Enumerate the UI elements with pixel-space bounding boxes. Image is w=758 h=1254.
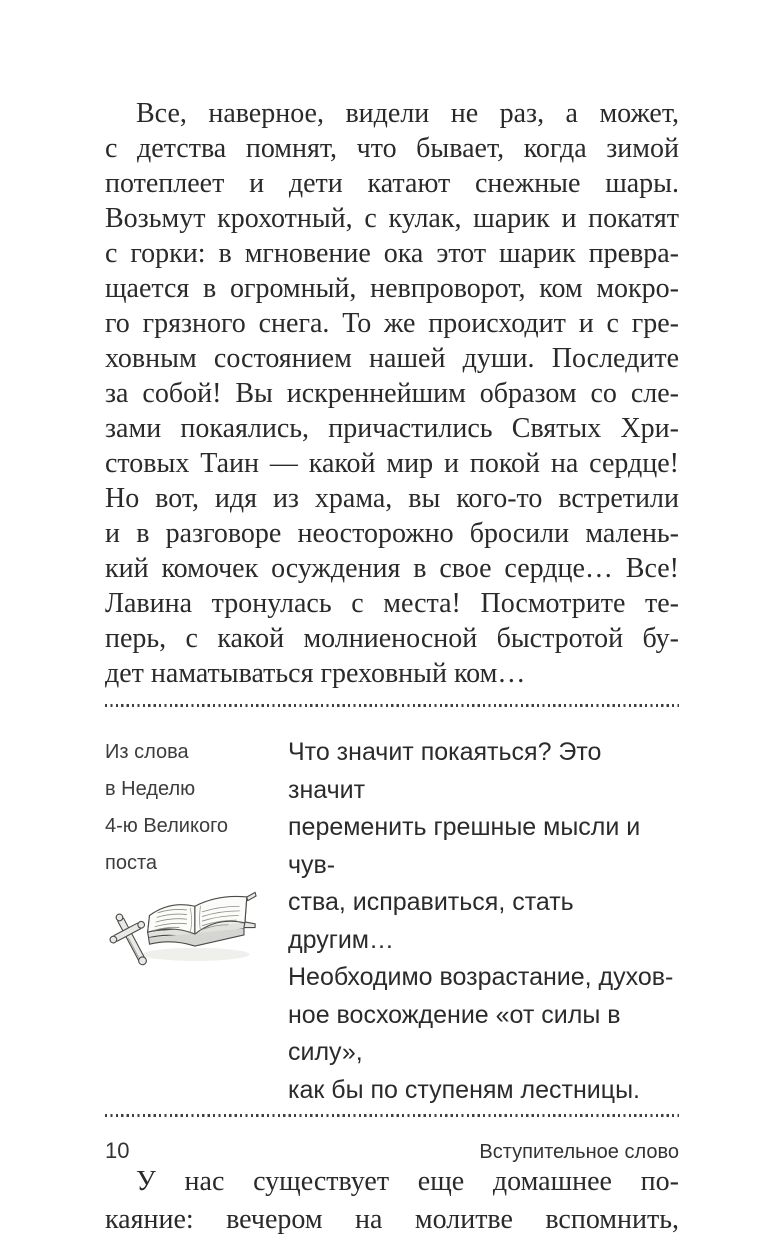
dotted-rule-bottom bbox=[105, 1114, 679, 1117]
quote-source-column bbox=[105, 734, 288, 1109]
text-line: с горки: в мгновение ока этот шарик превра- bbox=[105, 238, 679, 269]
quote-line: ное восхождение «от силы в силу», bbox=[288, 1000, 621, 1066]
text-line: Но вот, идя из храма, вы кого-то встретили bbox=[105, 483, 679, 514]
quote-line: Необходимо возрастание, духов- bbox=[288, 963, 674, 991]
text-line: ховным состоянием нашей души. Последите bbox=[105, 343, 679, 374]
text-line: дет наматываться греховный ком… bbox=[105, 658, 526, 689]
quote-source bbox=[105, 734, 288, 882]
quote-source-line: Из слова bbox=[105, 741, 189, 763]
text-line: каяние: вечером на молитве вспомнить, bbox=[105, 1204, 679, 1235]
quote-aside bbox=[105, 707, 679, 1114]
text-line: Все, наверное, видели не раз, а может, bbox=[136, 98, 679, 129]
quote-line: Что значит покаяться? Это значит bbox=[288, 738, 602, 804]
quote-line: переменить грешные мысли и чув- bbox=[288, 813, 641, 879]
quote-line: ства, исправиться, стать другим… bbox=[288, 888, 574, 954]
text-line: зами покаялись, причастились Святых Хри- bbox=[105, 413, 679, 444]
text-line: за собой! Вы искреннейшим образом со сле- bbox=[105, 378, 679, 409]
text-line: с детства помнят, что бывает, когда зимой bbox=[105, 133, 679, 164]
text-line: стовых Таин — какой мир и покой на сердце! bbox=[105, 448, 679, 479]
running-title: Вступительное слово bbox=[479, 1141, 679, 1163]
open-gospel-book-with-cross-illustration bbox=[105, 884, 257, 972]
text-line: У нас существует еще домашнее по- bbox=[136, 1166, 679, 1197]
body-paragraph-1 bbox=[105, 96, 679, 691]
text-line: щается в огромный, невпроворот, ком мокро- bbox=[105, 273, 679, 304]
quote-source-line: 4-ю Великого bbox=[105, 815, 229, 837]
text-line: перь, с какой молниеносной быстротой бу- bbox=[105, 623, 679, 654]
body-paragraph-2 bbox=[105, 1163, 679, 1239]
quote-text bbox=[288, 734, 679, 1109]
quote-source-line: в Неделю bbox=[105, 778, 196, 800]
text-line: го грязного снега. То же происходит и с гре- bbox=[105, 308, 679, 339]
page-number: 10 bbox=[105, 1138, 130, 1163]
text-line: кий комочек осуждения в свое сердце… Все! bbox=[105, 553, 679, 584]
quote-source-line: поста bbox=[105, 852, 158, 874]
page-footer bbox=[105, 1138, 679, 1164]
text-column bbox=[105, 0, 679, 1239]
quote-line: как бы по ступеням лестницы. bbox=[288, 1075, 640, 1104]
text-line: потеплеет и дети катают снежные шары. bbox=[105, 168, 679, 199]
text-line: Возьмут крохотный, с кулак, шарик и покатят bbox=[105, 203, 679, 234]
text-line: и в разговоре неосторожно бросили малень- bbox=[105, 518, 679, 549]
text-line: Лавина тронулась с места! Посмотрите те- bbox=[105, 588, 679, 619]
